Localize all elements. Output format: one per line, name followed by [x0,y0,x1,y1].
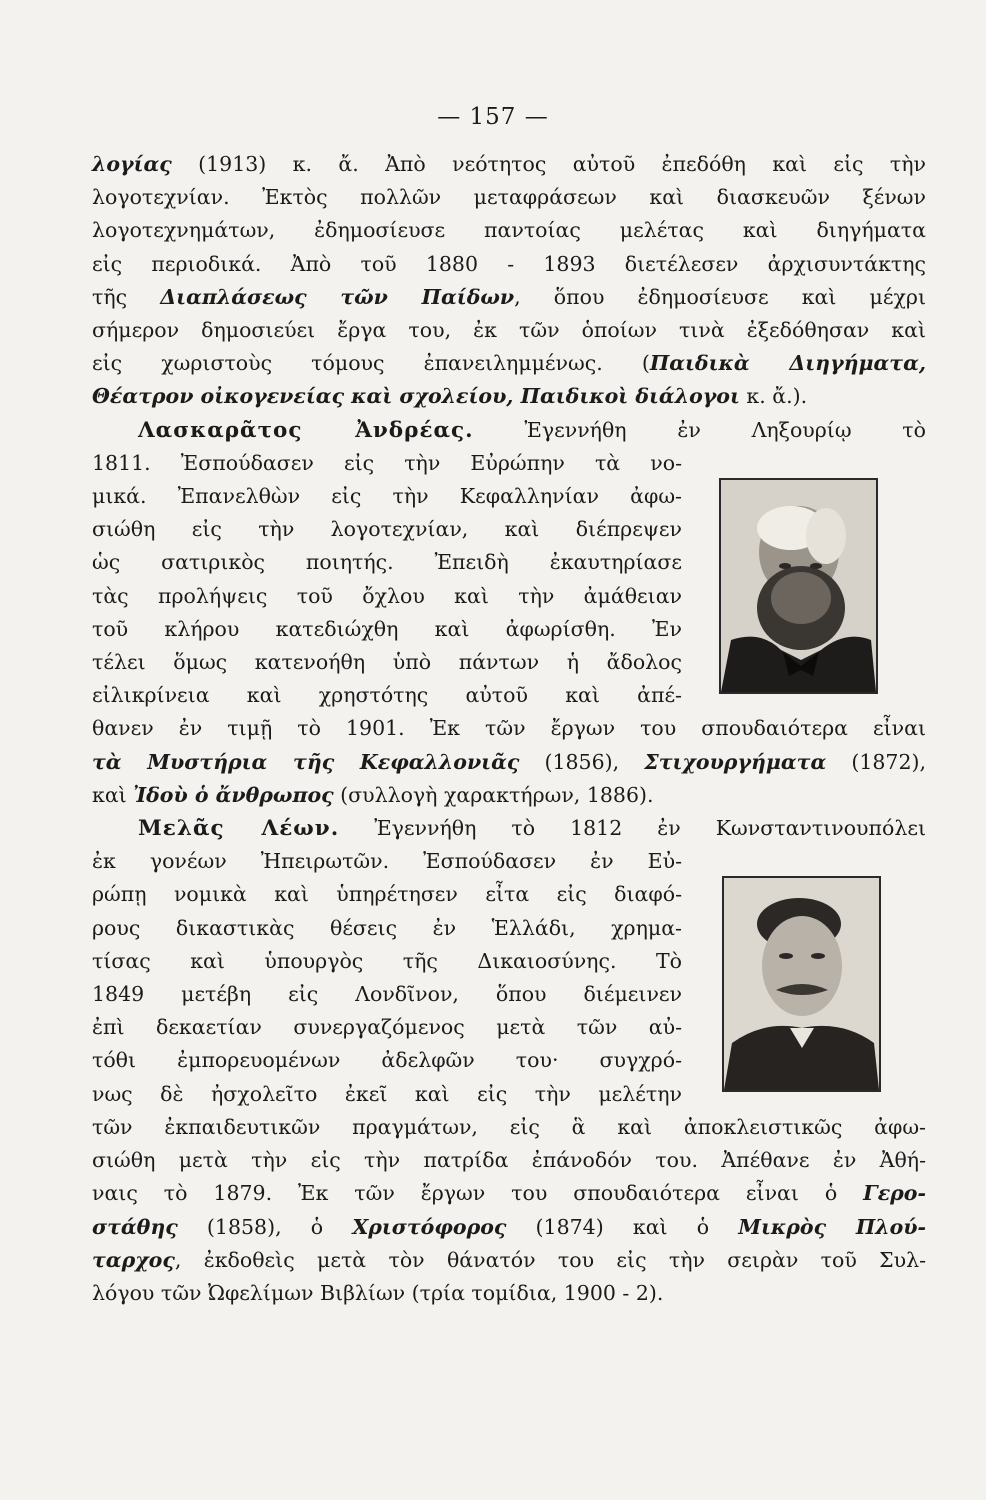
text-line [92,779,926,812]
italic-title: Διαπλάσεως τῶν Παίδων [160,284,515,309]
text-run: ἐπὶ δεκαετίαν συνεργαζόμενος μετὰ τῶν αὐ- [92,1015,682,1040]
italic-title: Παιδικὰ Διηγήματα, [649,351,926,376]
text-run: λογοτεχνίαν. Ἐκτὸς πολλῶν μεταφράσεων καὶ διασκευῶν ξένων [92,185,926,210]
text-run: ναις τὸ 1879. Ἐκ τῶν ἔργων του σπουδαιότερα εἶναι ὁ [92,1181,864,1206]
text-line [92,679,682,712]
text-run: (συλλογὴ χαρακτήρων, 1886). [333,782,654,807]
text-run: νως δὲ ἠσχολεῖτο ἐκεῖ καὶ εἰς τὴν μελέτην [92,1081,682,1106]
text-run: Ἐγεννήθη ἐν Ληξουρίῳ τὸ [473,417,926,442]
text-line [92,845,682,878]
italic-title: τὰ Μυστήρια τῆς Κεφαλλονιᾶς [92,749,520,774]
text-line [92,613,682,646]
text-run: 1811. Ἐσπούδασεν εἰς τὴν Εὐρώπην τὰ νο- [92,450,682,475]
text-line [92,1078,682,1111]
text-line [92,480,682,513]
text-line [92,214,926,247]
text-line [92,414,926,447]
italic-title: Ἰδοὺ ὁ ἄνθρωπος [133,782,334,807]
italic-title: Στιχουργήματα [644,749,827,774]
text-run: τοῦ κλήρου κατεδιώχθη καὶ ἀφωρίσθη. Ἐν [92,616,682,641]
body-text [92,148,926,1310]
text-line [92,546,682,579]
italic-title: Γερο- [863,1181,926,1206]
text-line [92,1277,926,1310]
text-run: 1849 μετέβη εἰς Λονδῖνον, ὅπου διέμεινεν [92,982,682,1007]
text-line [92,1044,682,1077]
text-line [92,181,926,214]
text-run: (1913) κ. ἄ. Ἀπὸ νεότητος αὐτοῦ ἐπεδόθη καὶ εἰς τὴν [171,152,926,176]
text-line [92,1011,682,1044]
text-line [92,945,682,978]
portrait-laskaratos [719,478,878,694]
text-line [92,878,682,911]
text-run: τίσας καὶ ὑπουργὸς τῆς Δικαιοσύνης. Τὸ [92,948,682,973]
text-run: εἰς χωριστοὺς τόμους ἐπανειλημμένως. ( [92,351,650,376]
text-line [92,447,682,480]
text-run: θανεν ἐν τιμῇ τὸ 1901. Ἐκ τῶν ἔργων του σπουδαιότερα εἶναι [92,716,926,741]
text-line [92,712,926,745]
text-line [92,580,682,613]
text-run: σήμερον δημοσιεύει ἔργα του, ἐκ τῶν ὁποίων τινὰ ἐξεδόθησαν καὶ [92,318,926,343]
text-line [92,513,682,546]
entry-name: Λασκαρᾶτος Ἀνδρέας. [138,417,474,443]
text-line [92,281,926,314]
text-line [92,746,926,779]
text-run: μικά. Ἐπανελθὼν εἰς τὴν Κεφαλληνίαν ἀφω- [92,484,682,509]
text-run: τόθι ἐμπορευομένων ἀδελφῶν του· συγχρό- [92,1048,682,1073]
portrait-melas [722,876,881,1092]
text-run: τῆς [92,284,161,309]
text-line [92,148,926,181]
text-run: ρώπῃ νομικὰ καὶ ὑπηρέτησεν εἶτα εἰς διαφό- [92,882,682,907]
text-line [92,1177,926,1210]
text-line [92,646,682,679]
italic-title: ταρχος [92,1247,175,1272]
text-line [92,1244,926,1277]
page-number: — 157 — [437,104,549,130]
text-line [92,978,682,1011]
text-run: Ἐγεννήθη τὸ 1812 ἐν Κωνσταντινουπόλει [339,816,926,841]
italic-title: λογίας [92,152,172,176]
text-run: τέλει ὅμως κατενοήθη ὑπὸ πάντων ἡ ἄδολος [92,650,682,675]
text-line [92,248,926,281]
text-run: σιώθη μετὰ τὴν εἰς τὴν πατρίδα ἐπάνοδόν του. Ἀπέθανε ἐν Ἀθή- [92,1148,926,1173]
text-run: ἐκ γονέων Ἠπειρωτῶν. Ἐσπούδασεν ἐν Εὐ- [92,849,682,874]
text-run: κ. ἄ.). [739,384,808,409]
text-line [92,912,682,945]
text-run: (1856), [519,749,645,774]
text-run: ὡς σατιρικὸς ποιητής. Ἐπειδὴ ἐκαυτηρίασε [92,550,682,575]
portrait-melas-image [724,878,879,1090]
text-run: τὰς προλήψεις τοῦ ὄχλου καὶ τὴν ἀμάθειαν [92,583,682,608]
italic-title: Μικρὸς Πλού- [738,1214,926,1239]
portrait-laskaratos-image [721,480,876,692]
text-line [92,812,926,845]
entry-name: Μελᾶς Λέων. [138,816,340,842]
text-run: λογοτεχνημάτων, ἐδημοσίευσε παντοίας μελέτας καὶ διηγήματα [92,218,926,243]
text-run: (1874) καὶ ὁ [506,1214,739,1239]
text-run: ρους δικαστικὰς θέσεις ἐν Ἑλλάδι, χρημα- [92,915,682,940]
text-line [92,1144,926,1177]
text-line [92,1111,926,1144]
text-run: εἰλικρίνεια καὶ χρηστότης αὐτοῦ καὶ ἀπέ- [92,683,682,708]
text-run: εἰς περιοδικά. Ἀπὸ τοῦ 1880 - 1893 διετέλεσεν ἀρχισυντάκτης [92,251,926,276]
text-run: , ἐκδοθεὶς μετὰ τὸν θάνατόν του εἰς τὴν σειρὰν τοῦ Συλ- [174,1247,926,1272]
italic-title: Χριστόφορος [352,1214,507,1239]
text-line [92,380,926,413]
text-line [92,314,926,347]
text-line [92,1211,926,1244]
text-run: λόγου τῶν Ὠφελίμων Βιβλίων (τρία τομίδια, 1900 - 2). [92,1280,664,1305]
text-run: , ὅπου ἐδημοσίευσε καὶ μέχρι [514,284,926,309]
text-run: (1872), [826,749,927,774]
text-run: καὶ [92,782,134,807]
text-run: τῶν ἐκπαιδευτικῶν πραγμάτων, εἰς ἃ καὶ ἀποκλειστικῶς ἀφω- [92,1114,926,1139]
text-line [92,347,926,380]
text-run: σιώθη εἰς τὴν λογοτεχνίαν, καὶ διέπρεψεν [92,517,682,542]
text-run: (1858), ὁ [177,1214,353,1239]
italic-title: στάθης [92,1214,178,1239]
italic-title: Θέατρον οἰκογενείας καὶ σχολείου, Παιδικοὶ διάλογοι [92,384,740,409]
